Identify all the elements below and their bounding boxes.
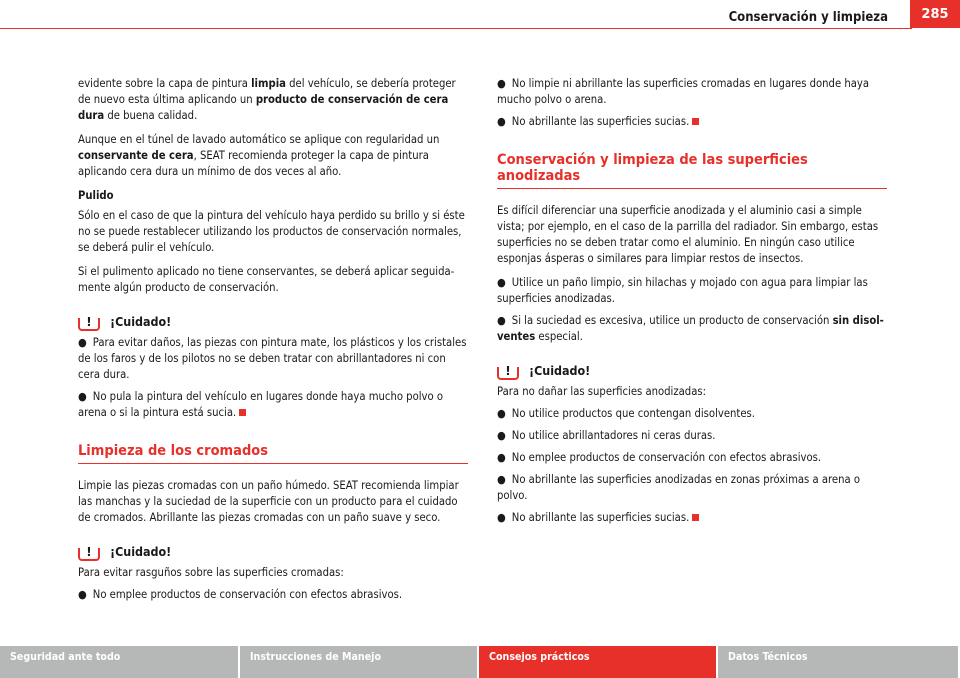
list-item: ● No utilice abrillantadores ni ceras duras.	[497, 429, 716, 442]
end-marker	[239, 409, 246, 416]
section-title: Conservación y limpieza de las superficies anodizadas	[497, 152, 887, 189]
paragraph: Es difícil diferenciar una superficie anodizada y el aluminio casi a simple vista; por ejemplo, en el caso de la parrilla del radiador. Sin embargo, estas superficies no se deben tratar como el aluminio. En ningún caso utilice esponjas ásperas o similares para limpiar restos de insectos.	[497, 204, 879, 265]
list-item: ● No limpie ni abrillante las superficies cromadas en lugares donde haya mucho polvo o arena.	[497, 77, 870, 106]
warning-icon	[78, 542, 100, 561]
tab-datos[interactable]: Datos Técnicos	[718, 646, 958, 678]
warning-icon	[78, 312, 100, 331]
right-column	[497, 76, 887, 532]
paragraph: evidente sobre la capa de pintura limpia del vehículo, se debería proteger de nuevo esta última aplicando un producto de conservación de cera dura de buena calidad.	[78, 77, 456, 122]
caution-box	[78, 312, 468, 331]
svg-text:!: !	[86, 545, 92, 559]
end-marker	[692, 514, 699, 521]
list-item: ● Utilice un paño limpio, sin hilachas y mojado con agua para limpiar las superficies anodizadas.	[497, 276, 868, 305]
paragraph: Si el pulimento aplicado no tiene conservantes, se deberá aplicar seguida-mente algún producto de conservación.	[78, 265, 455, 294]
page-number: 285	[910, 0, 960, 28]
tab-consejos[interactable]: Consejos prácticos	[479, 646, 716, 678]
list-item: ● Si la suciedad es excesiva, utilice un producto de conservación sin disol-ventes especial.	[497, 314, 884, 343]
list-item: ● No emplee productos de conservación con efectos abrasivos.	[497, 451, 822, 464]
list-item: ● No emplee productos de conservación con efectos abrasivos.	[78, 588, 403, 601]
caution-title: ¡Cuidado!	[529, 362, 591, 378]
end-marker	[692, 118, 699, 125]
list-item: ● No abrillante las superficies anodizadas en zonas próximas a arena o polvo.	[497, 473, 861, 502]
warning-icon	[497, 361, 519, 380]
subheading-pulido: Pulido	[78, 189, 114, 202]
paragraph: Para no dañar las superficies anodizadas:	[497, 385, 706, 398]
list-item: ● No utilice productos que contengan disolventes.	[497, 407, 755, 420]
section-title: Limpieza de los cromados	[78, 443, 468, 464]
tab-seguridad[interactable]: Seguridad ante todo	[0, 646, 238, 678]
chapter-title: Conservación y limpieza	[728, 10, 888, 25]
caution-title: ¡Cuidado!	[110, 313, 172, 329]
svg-text:!: !	[86, 315, 92, 329]
list-item: ● No abrillante las superficies sucias.	[497, 114, 887, 130]
paragraph: Aunque en el túnel de lavado automático se aplique con regularidad un conservante de cera, SEAT recomienda proteger la capa de pintura aplicando cera dura un mínimo de dos veces al año.	[78, 133, 440, 178]
header-rule	[0, 28, 912, 29]
list-item: ● Para evitar daños, las piezas con pintura mate, los plásticos y los cristales de los faros y de los pilotos no se deben tratar con abrillantadores ni con cera dura.	[78, 336, 467, 381]
footer-nav	[0, 646, 960, 678]
left-column	[78, 76, 468, 609]
list-item: ● No pula la pintura del vehículo en lugares donde haya mucho polvo o arena o si la pintura está sucia.	[78, 390, 443, 419]
tab-instrucciones[interactable]: Instrucciones de Manejo	[240, 646, 477, 678]
paragraph: Para evitar rasguños sobre las superficies cromadas:	[78, 566, 344, 579]
page-header	[0, 0, 960, 30]
svg-text:!: !	[505, 364, 511, 378]
caution-title: ¡Cuidado!	[110, 543, 172, 559]
caution-box	[497, 361, 887, 380]
list-item: ● No abrillante las superficies sucias.	[497, 510, 887, 526]
paragraph: Sólo en el caso de que la pintura del vehículo haya perdido su brillo y si éste no se puede restablecer utilizando los productos de conservación normales, se deberá pulir el vehículo.	[78, 209, 465, 254]
caution-box	[78, 542, 468, 561]
paragraph: Limpie las piezas cromadas con un paño húmedo. SEAT recomienda limpiar las manchas y la suciedad de la superficie con un producto para el cuidado de cromados. Abrillante las piezas cromadas con un paño suave y seco.	[78, 479, 459, 524]
